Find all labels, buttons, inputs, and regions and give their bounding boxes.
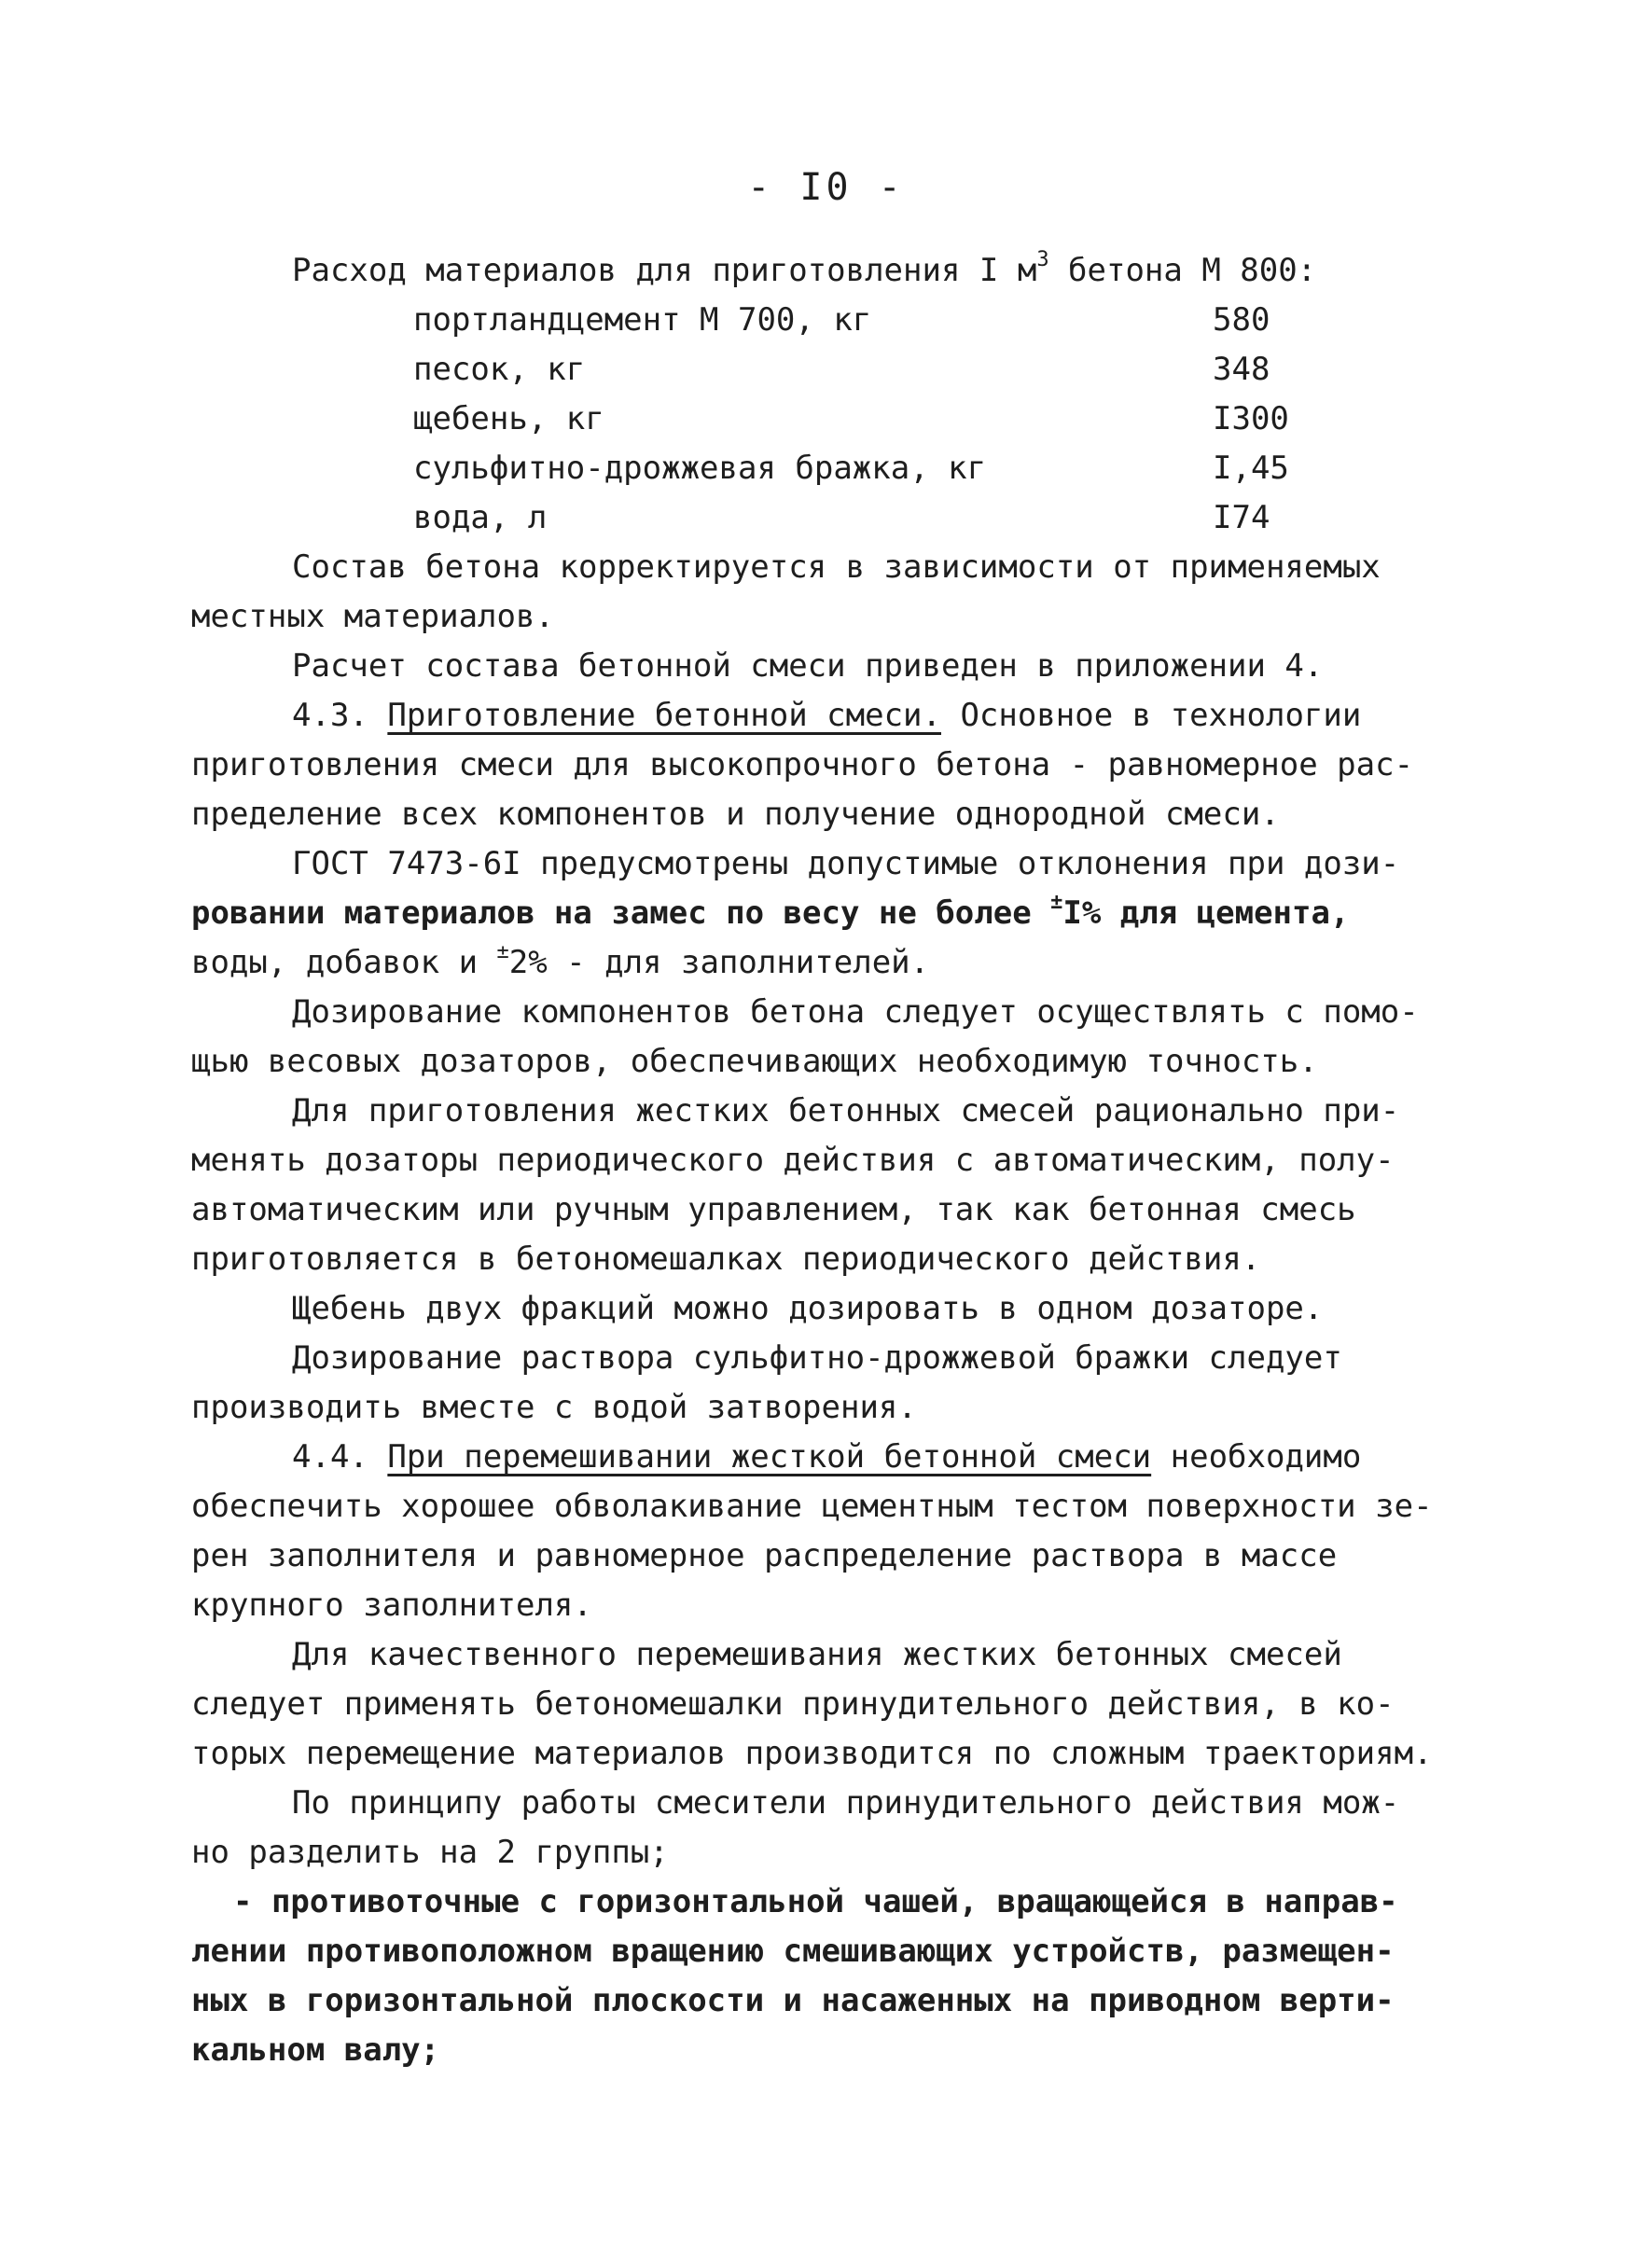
material-name: сульфитно-дрожжевая бражка, кг [413, 450, 987, 487]
materials-heading-text: Расход материалов для приготовления I м [292, 252, 1037, 289]
material-name: щебень, кг [413, 400, 604, 437]
paragraph-text: I% для цемента, [1062, 894, 1350, 932]
list-item-line: лении противоположном вращению смешивающих устройств, размещен- [191, 1933, 1395, 1970]
paragraph-line: крупного заполнителя. [191, 1587, 592, 1624]
paragraph-line: По принципу работы смесители принудительного действия мож- [292, 1784, 1400, 1822]
section-4-4-heading [292, 1438, 1362, 1476]
material-name: портландцемент М 700, кг [413, 301, 872, 339]
paragraph-line: автоматическим или ручным управлением, так как бетонная смесь [191, 1191, 1356, 1228]
page-number: - I0 - [747, 166, 905, 209]
paragraph-line: обеспечить хорошее обволакивание цементным тестом поверхности зе- [191, 1488, 1433, 1525]
paragraph-line: менять дозаторы периодического действия с автоматическим, полу- [191, 1142, 1395, 1179]
material-value: 348 [1213, 351, 1270, 388]
paragraph-line: Щебень двух фракций можно дозировать в одном дозаторе. [292, 1290, 1324, 1327]
paragraph-line: рен заполнителя и равномерное распределение раствора в массе [191, 1537, 1338, 1574]
material-value: I74 [1213, 499, 1270, 536]
section-number: 4.4. [292, 1438, 388, 1476]
paragraph-line: местных материалов. [191, 598, 554, 635]
paragraph-text: Основное в технологии [940, 697, 1362, 734]
paragraph-line: пределение всех компонентов и получение однородной смеси. [191, 796, 1280, 833]
paragraph-line: приготовляется в бетономешалках периодического действия. [191, 1240, 1261, 1278]
paragraph-line: Для приготовления жестких бетонных смесей рационально при- [292, 1092, 1400, 1130]
paragraph-line: Расчет состава бетонной смеси приведен в приложении 4. [292, 647, 1324, 685]
list-item-line: кальном валу; [191, 2031, 440, 2069]
materials-heading-tail: бетона М 800: [1048, 252, 1317, 289]
paragraph-line: торых перемещение материалов производится по сложным траекториям. [191, 1735, 1433, 1772]
paragraph-line: Дозирование компонентов бетона следует осуществлять с помо- [292, 993, 1419, 1031]
material-value: 580 [1213, 301, 1270, 339]
paragraph-line: производить вместе с водой затворения. [191, 1389, 917, 1426]
plus-minus-sign: ± [1050, 891, 1063, 914]
list-item-line: ных в горизонтальной плоскости и насаженных на приводном верти- [191, 1982, 1395, 2019]
paragraph-line: Для качественного перемешивания жестких бетонных смесей [292, 1636, 1342, 1673]
paragraph-line: Состав бетона корректируется в зависимости от применяемых [292, 548, 1381, 586]
paragraph-text: ровании материалов на замес по весу не более [191, 894, 1051, 932]
paragraph-line: следует применять бетономешалки принудительного действия, в ко- [191, 1685, 1395, 1723]
section-number: 4.3. [292, 697, 388, 734]
list-item-line: - противоточные с горизонтальной чашей, вращающейся в направ- [233, 1883, 1398, 1920]
paragraph-line: щью весовых дозаторов, обеспечивающих необходимую точность. [191, 1043, 1318, 1080]
paragraph-line [191, 940, 930, 981]
paragraph-text: необходимо [1151, 1438, 1362, 1476]
section-4-3-heading [292, 697, 1362, 734]
paragraph-line: но разделить на 2 группы; [191, 1834, 669, 1871]
paragraph-text: воды, добавок и [191, 944, 497, 981]
paragraph-line [191, 746, 1414, 783]
section-title: При перемешивании жесткой бетонной смеси [387, 1438, 1152, 1476]
material-value: I,45 [1213, 450, 1289, 487]
paragraph-line: Дозирование раствора сульфитно-дрожжевой бражки следует [292, 1339, 1342, 1377]
paragraph-text: 2% - для заполнителей. [508, 944, 930, 981]
plus-minus-sign: ± [496, 940, 509, 963]
materials-heading [292, 248, 1317, 289]
section-title: Приготовление бетонной смеси. [387, 697, 941, 734]
materials-heading-sup: 3 [1036, 248, 1049, 271]
paragraph-line: ГОСТ 7473-6I предусмотрены допустимые отклонения при дози- [292, 845, 1400, 882]
material-name: вода, л [413, 499, 548, 536]
material-name: песок, кг [413, 351, 586, 388]
paragraph-text: приготовления смеси для высокопрочного бетона - равномерное рас- [191, 746, 1414, 783]
material-value: I300 [1213, 400, 1289, 437]
paragraph-line [191, 891, 1350, 932]
